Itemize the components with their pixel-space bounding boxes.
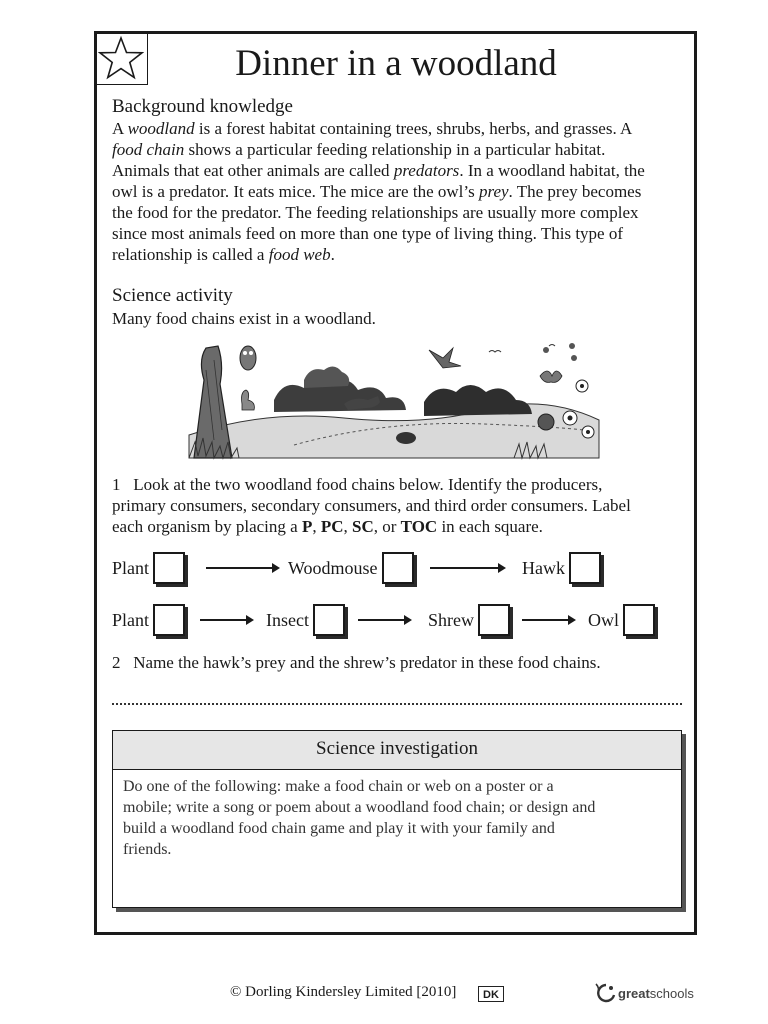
question-1: 1 Look at the two woodland food chains below. Identify the producers, primary consumers, secondary consumers, and third order consumers. Label each organism by placing a P, PC, SC, or TOC in each square. — [112, 475, 631, 536]
star-icon — [98, 35, 144, 81]
organism-label: Hawk — [522, 557, 565, 578]
chain1-organism — [112, 548, 185, 588]
answer-square[interactable] — [153, 552, 185, 584]
greatschools-logo: great schools — [592, 982, 694, 1004]
investigation-box — [112, 730, 682, 908]
chain2-organism — [588, 600, 655, 640]
answer-square[interactable] — [478, 604, 510, 636]
answer-square[interactable] — [569, 552, 601, 584]
chain2-organism — [428, 600, 510, 640]
activity-heading: Science activity — [112, 285, 233, 306]
arrow-icon — [358, 619, 410, 621]
investigation-heading: Science investigation — [113, 731, 681, 770]
arrow-icon — [522, 619, 574, 621]
answer-line[interactable] — [112, 703, 682, 705]
background-line: A woodland is a forest habitat containing trees, shrubs, herbs, and grasses. A — [112, 119, 633, 138]
answer-square[interactable] — [623, 604, 655, 636]
organism-label: Shrew — [428, 609, 474, 630]
background-paragraph — [112, 118, 682, 265]
page-title: Dinner in a woodland — [235, 43, 557, 84]
star-box — [96, 33, 148, 85]
arrow-icon — [430, 567, 504, 569]
question-2-number: 2 — [112, 653, 121, 672]
greatschools-icon — [592, 982, 618, 1004]
organism-label: Woodmouse — [288, 557, 378, 578]
background-line: relationship is called a food web. — [112, 245, 335, 264]
background-line: since most animals feed on more than one type of living thing. This type of — [112, 224, 624, 243]
arrow-icon — [206, 567, 278, 569]
dk-logo: DK — [478, 986, 504, 1002]
investigation-text: Do one of the following: make a food chain or web on a poster or a mobile; write a song or poem about a woodland food chain; or design and build a woodland food chain game and play it with your family and friends. — [123, 778, 596, 858]
background-line: owl is a predator. It eats mice. The mice are the owl’s prey. The prey becomes — [112, 182, 642, 201]
answer-square[interactable] — [153, 604, 185, 636]
chain1-organism — [288, 548, 414, 588]
organism-label: Plant — [112, 557, 150, 578]
organism-label: Insect — [266, 609, 309, 630]
background-line: Animals that eat other animals are called predators. In a woodland habitat, the — [112, 161, 645, 180]
food-chain-1 — [112, 548, 672, 588]
answer-square[interactable] — [382, 552, 414, 584]
background-line: the food for the predator. The feeding relationships are usually more complex — [112, 203, 639, 222]
background-line: food chain shows a particular feeding relationship in a particular habitat. — [112, 140, 606, 159]
background-heading: Background knowledge — [112, 96, 293, 117]
activity-intro: Many food chains exist in a woodland. — [112, 309, 376, 328]
organism-label: Owl — [588, 609, 619, 630]
question-1-number: 1 — [112, 475, 121, 494]
woodland-illustration — [184, 340, 604, 460]
chain1-organism — [522, 548, 601, 588]
copyright: © Dorling Kindersley Limited [2010] — [230, 984, 457, 1000]
chain2-organism — [266, 600, 345, 640]
organism-label: Plant — [112, 609, 150, 630]
question-2: 2 Name the hawk’s prey and the shrew’s predator in these food chains. — [112, 653, 601, 672]
food-chain-2 — [112, 600, 672, 640]
chain2-organism — [112, 600, 185, 640]
answer-square[interactable] — [313, 604, 345, 636]
arrow-icon — [200, 619, 252, 621]
